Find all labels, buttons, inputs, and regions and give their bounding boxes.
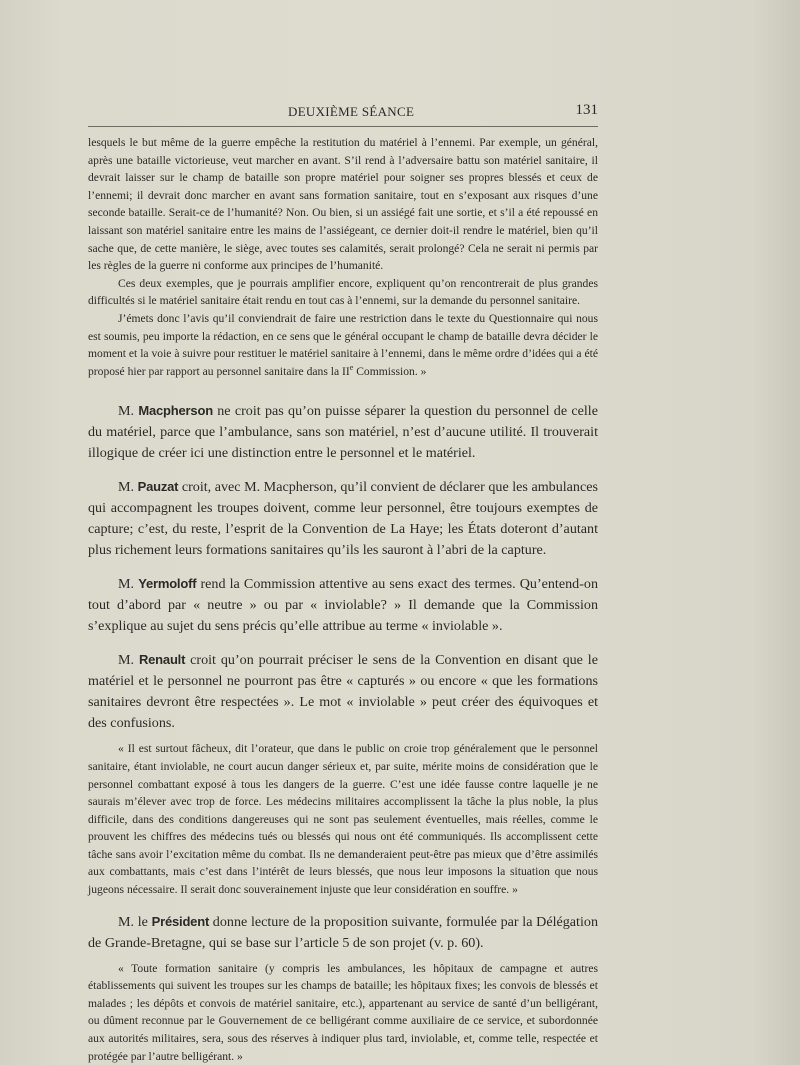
page-body (88, 134, 598, 1065)
paragraph-macpherson (88, 400, 598, 464)
paragraph-yermoloff (88, 573, 598, 637)
quote-paragraph-3-end: Commission. » (353, 364, 427, 378)
paragraph-text: rend la Commission attentive au sens exact des termes. Qu’entend-on tout d’abord par « neutre » ou par « inviolable? » Il demande que la Commission s’explique au sujet du sens précis qu’elle attribue au terme « inviolable ». (88, 576, 598, 635)
paragraph-text: croit qu’on pourrait préciser le sens de la Convention en disant que le matériel et le personnel ne pourront pas être « capturés » ou encore « que les formations sanitaires devront être respectées ». Le mot « inviolable » peut créer des équivoques et des confusions. (88, 652, 598, 732)
paragraph-text: croit, avec M. Macpherson, qu’il convient de déclarer que les ambulances qui accompagnent les troupes doivent, comme leur personnel, être toujours exemptes de capture; c’est, du reste, l’esprit de la Convention de La Haye; les États doteront d’autant plus richement leurs formations sanitaires qu’ils les sauront à l’abri de la capture. (88, 479, 598, 559)
speaker-name: Pauzat (137, 479, 179, 495)
quote-paragraph-3 (88, 310, 598, 380)
speaker-prefix: M. (118, 479, 138, 496)
speaker-prefix: M. (118, 403, 139, 420)
quote-paragraph-4: « Il est surtout fâcheux, dit l’orateur, que dans le public on croie trop généralement que le personnel sanitaire, étant inviolable, ne court aucun danger sérieux et, par suite, mérite moins de considération que le personnel combattant exposé à tous les dangers de la guerre. C’est une idée fausse contre laquelle je ne saurais m’élever avec trop de force. Les médecins militaires accomplissent la tâche la plus noble, la plus difficile, dans des conditions dangereuses qui ne sont pas seulement éventuelles, mais réelles, comme le prouvent les chiffres des médecins tués ou blessés qui nous ont été communiqués. Ils accomplissent cette tâche sans avoir l’excitation même du combat. Ils ne demanderaient peut-être pas mieux que d’être assimilés aux combattants, mais c’est dans l’intérêt de leurs blessés, que nous leur imposons la situation que nous jugeons nécessaire. Il serait donc souverainement injuste que leur considération en souffre. » (88, 742, 598, 897)
paragraph-renault (88, 649, 598, 734)
quote-paragraph-1: lesquels le but même de la guerre empêche la restitution du matériel à l’ennemi. Par exemple, un général, après une bataille victorieuse, veut marcher en avant. S’il rend à l’adversaire battu son matériel sanitaire, il devrait laisser sur le champ de bataille son propre matériel pour soigner ses propres blessés et ceux de l’ennemi; il devrait donc marcher en avant sans formation sanitaire, tout en s’exposant aux risques d’une seconde bataille. Serait-ce de l’humanité? Non. Ou bien, si un assiégé fait une sortie, et s’il a été repoussé en laissant son matériel sanitaire entre les mains de l’assiégeant, ce dernier doit-il rendre le matériel, bien qu’il sache que, de cette manière, le siège, avec toutes ses calamités, serait prolongé? Cela ne serait ni permis par les règles de la guerre ni conforme aux principes de l’humanité. (88, 136, 598, 273)
speaker-prefix: M. (118, 576, 139, 593)
page-header (88, 104, 598, 124)
speaker-prefix: M. le (118, 913, 152, 930)
paragraph-pauzat (88, 476, 598, 561)
header-rule (88, 126, 598, 127)
quote-paragraph-3-text: J’émets donc l’avis qu’il conviendrait de faire une restriction dans le texte du Questionnaire qui nous est soumis, peu importe la rédaction, en ce sens que le général occupant le champ de bataille devra décider le moment et la voie à suivre pour restituer le matériel sanitaire à l’ennemi, dans le même ordre d’idées qui a été proposé hier par rapport au personnel sanitaire dans la II (88, 311, 598, 378)
quote-paragraph-2: Ces deux exemples, que je pourrais amplifier encore, expliquent qu’on rencontrerait de plus grandes difficultés si le matériel sanitaire était rendu en tout cas à l’ennemi, sur la demande du personnel sanitaire. (88, 276, 598, 308)
paragraph-text: donne lecture de la proposition suivante, formulée par la Délégation de Grande-Bretagne, qui se base sur l’article 5 de son projet (v. p. 60). (88, 913, 598, 951)
page-number: 131 (575, 102, 598, 118)
speaker-name: Macpherson (138, 403, 213, 419)
speaker-name: Yermoloff (138, 576, 197, 592)
speaker-name: Renault (138, 652, 186, 668)
paragraph-text: ne croit pas qu’on puisse séparer la question du personnel de celle du matériel, parce que l’ambulance, sans son matériel, n’est d’aucune utilité. Il trouverait illogique de créer ici une distinction entre le personnel et le matériel. (88, 403, 598, 462)
quote-paragraph-5: « Toute formation sanitaire (y compris les ambulances, les hôpitaux de campagne et autres établissements qui suivent les troupes sur les champs de bataille; les hôpitaux fixes; les convois de blessés et malades ; les dépôts et convois de matériel sanitaire, etc.), appartenant au service de santé d’un belligérant, ou dûment reconnue par le Gouvernement de ce belligérant comme auxiliaire de ce service, et subordonnée aux autorités militaires, sera, sous des réserves à indiquer plus tard, inviolable, et, comme telle, respectée et protégée par l’autre belligérant. » (88, 961, 598, 1063)
speaker-prefix: M. (118, 652, 139, 669)
paragraph-president (88, 911, 598, 954)
running-head: DEUXIÈME SÉANCE (288, 104, 415, 119)
ordinal-superscript: e (349, 362, 354, 372)
speaker-name: Président (151, 913, 210, 929)
